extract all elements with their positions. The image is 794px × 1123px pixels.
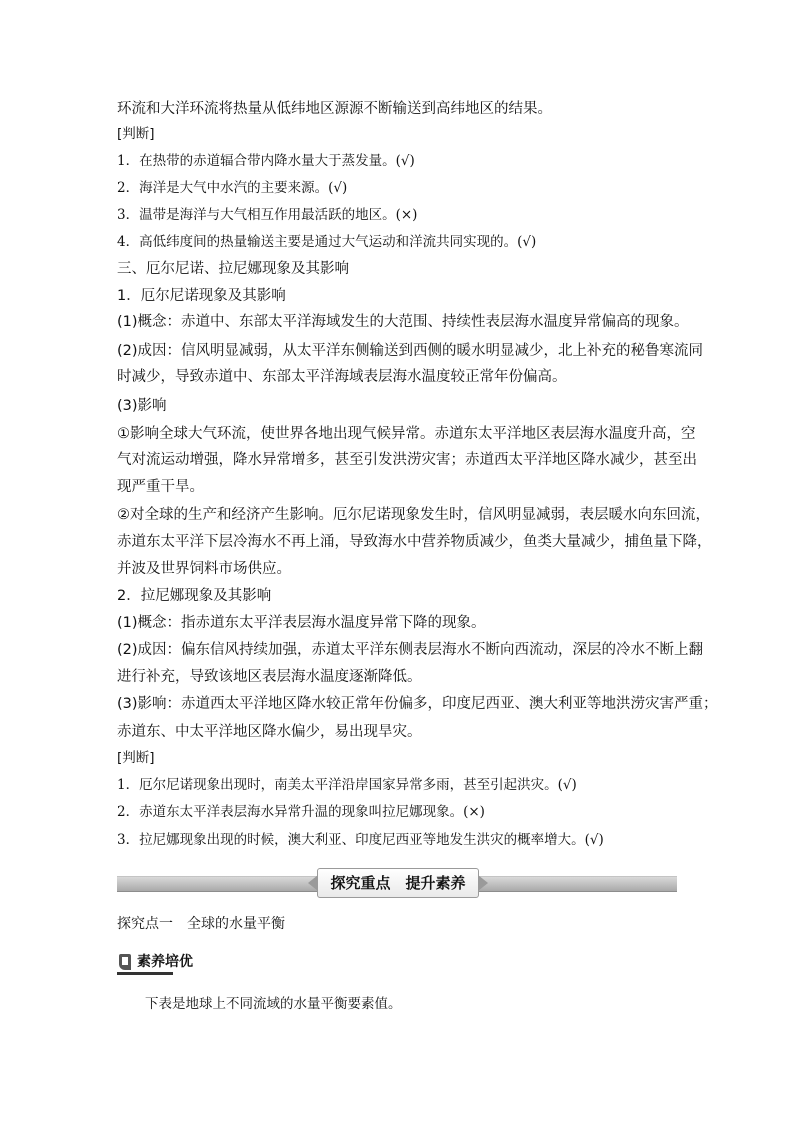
- text-line: 现严重干旱。: [117, 479, 204, 495]
- text-line: (1)概念：指赤道东太平洋表层海水温度异常下降的现象。: [117, 615, 486, 631]
- text-line: (2)成因：偏东信风持续加强，赤道太平洋东侧表层海水不断向西流动，深层的冷水不断上翻: [117, 642, 704, 658]
- text-line: ①影响全球大气环流，使世界各地出现气候异常。赤道东太平洋地区表层海水温度升高，空: [117, 426, 696, 442]
- text-line: (3)影响：赤道西太平洋地区降水较正常年份偏多，印度尼西亚、澳大利亚等地洪涝灾害严重；: [117, 696, 718, 712]
- section-banner: [117, 868, 677, 898]
- text-line: 赤道东太平洋下层冷海水不再上涌，导致海水中营养物质减少，鱼类大量减少，捕鱼量下降，: [117, 534, 712, 550]
- judgment-item: 1．在热带的赤道辐合带内降水量大于蒸发量。(√): [117, 153, 415, 169]
- text-line: 进行补充，导致该地区表层海水温度逐渐降低。: [117, 669, 422, 685]
- bookmark-icon: [119, 954, 131, 970]
- judgment-item: 2．海洋是大气中水汽的主要来源。(√): [117, 180, 348, 196]
- inquiry-heading: 探究点一 全球的水量平衡: [117, 916, 285, 932]
- section-heading: 三、厄尔尼诺、拉尼娜现象及其影响: [117, 261, 349, 277]
- text-line: 环流和大洋环流将热量从低纬地区源源不断输送到高纬地区的结果。: [117, 101, 552, 117]
- judgment-item: 3．拉尼娜现象出现的时候，澳大利亚、印度尼西亚等地发生洪灾的概率增大。(√): [117, 832, 604, 848]
- judgment-item: 2．赤道东太平洋表层海水异常升温的现象叫拉尼娜现象。(×): [117, 804, 485, 820]
- banner-title: 探究重点 提升素养: [317, 868, 479, 898]
- subsection-heading: 1．厄尔尼诺现象及其影响: [117, 288, 286, 304]
- subsection-heading: 2．拉尼娜现象及其影响: [117, 588, 272, 604]
- text-line: 赤道东、中太平洋地区降水偏少，易出现旱灾。: [117, 724, 422, 740]
- judgment-item: 3．温带是海洋与大气相互作用最活跃的地区。(×): [117, 207, 418, 223]
- text-line: (2)成因：信风明显减弱，从太平洋东侧输送到西侧的暖水明显减少，北上补充的秘鲁寒流同: [117, 343, 704, 359]
- intro-text: 下表是地球上不同流域的水量平衡要素值。: [145, 996, 402, 1012]
- text-line: 气对流运动增强，降水异常增多，甚至引发洪涝灾害；赤道西太平洋地区降水减少，甚至出: [117, 452, 697, 468]
- text-line: (1)概念：赤道中、东部太平洋海域发生的大范围、持续性表层海水温度异常偏高的现象。: [117, 314, 689, 330]
- judgment-item: 4．高低纬度间的热量输送主要是通过大气运动和洋流共同实现的。(√): [117, 234, 537, 250]
- judgment-label: [判断]: [117, 126, 155, 142]
- text-line: (3)影响: [117, 398, 167, 414]
- tag-underline: [117, 972, 173, 975]
- judgment-label: [判断]: [117, 750, 155, 766]
- text-line: 并波及世界饲料市场供应。: [117, 561, 291, 577]
- text-line: ②对全球的生产和经济产生影响。厄尔尼诺现象发生时，信风明显减弱，表层暖水向东回流，: [117, 507, 710, 523]
- text-line: 时减少，导致赤道中、东部太平洋海域表层海水温度较正常年份偏高。: [117, 369, 567, 385]
- literacy-tag: [117, 952, 237, 972]
- tag-label: 素养培优: [137, 954, 193, 970]
- judgment-item: 1．厄尔尼诺现象出现时，南美太平洋沿岸国家异常多雨，甚至引起洪灾。(√): [117, 777, 577, 793]
